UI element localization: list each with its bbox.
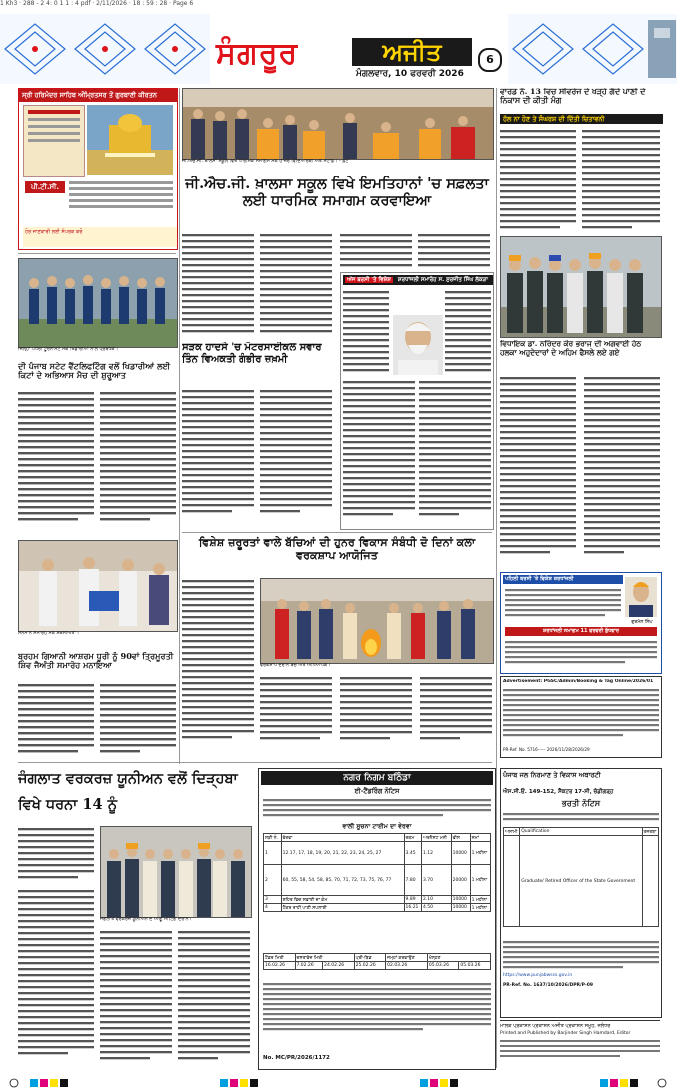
schedule-header-row: [264, 954, 491, 962]
table-row: [504, 836, 659, 927]
tribute-ad-title: ਪਹਿਲੀ ਬਰਸੀ 'ਤੇ ਵਿਸ਼ੇਸ਼ ਸ਼ਰਧਾਂਜਲੀ: [503, 575, 623, 584]
masthead-pattern-right: [508, 14, 677, 84]
publisher-punjabi: ਮਾਲਕ ਪ੍ਰਕਾਸ਼ਨ ਪ੍ਰਕਾਸ਼ਨ ਅਜੀਤ ਪ੍ਰਕਾਸ਼ਨ ਸਮੂਹ, ਜਲੰਧਰ: [500, 1023, 611, 1029]
school-event-photo: [182, 88, 494, 160]
schedule-date: 7.02.26: [295, 962, 323, 970]
newspaper-brand: ਅਜੀਤ: [352, 38, 472, 66]
recruitment-ref: PR-Ref. No. 1637/10/2026/DPR/P-09: [503, 983, 594, 988]
table-row: [264, 865, 491, 896]
cell: 7.80: [404, 865, 421, 896]
booking-notice-ad: [500, 676, 662, 758]
tribute-ad-event: ਸ਼ਰਧਾਂਜਲੀ ਸਮਾਗਮ 11 ਫਰਵਰੀ ਬੁੱਧਵਾਰ: [505, 627, 657, 636]
tribute-ad: [500, 572, 662, 674]
schedule-table: [263, 953, 491, 970]
obituary-tag: ਅੱਜ ਬਰਸੀ 'ਤੇ ਵਿਸ਼ੇਸ਼: [347, 277, 391, 283]
cell: 4: [264, 904, 282, 912]
column-rule: [496, 88, 497, 1068]
recruitment-header-row: [504, 828, 659, 836]
cell: ਸ਼ਹਿਰ ਵਿਚ ਸਫ਼ਾਈ ਦਾ ਕੰਮ: [281, 896, 404, 904]
table-row: [264, 896, 491, 904]
obituary-box: [340, 272, 494, 530]
cell: ਟੈਂਕਰ ਰਾਹੀਂ ਪਾਣੀ ਸਪਲਾਈ: [281, 904, 404, 912]
sewage-article-col1: [500, 128, 576, 232]
obituary-headline: ਸ਼ਰਧਾਂਜਲੀ ਸਮਾਰੋਹ ਸ. ਸੁਰਜੀਤ ਸਿੰਘ ਲੱਕੜਾ: [397, 277, 488, 283]
workshop-photo: [260, 578, 494, 664]
schedule-header: ਟੈਂਡਰ ਮਿਤੀ: [264, 954, 296, 962]
cell: 60, 55, 58, 54, 58, 85, 70, 71, 72, 73, 75, 76, 77: [281, 865, 404, 896]
cell: 10000: [451, 842, 470, 865]
ashram-article-body: [18, 682, 176, 758]
booking-notice-title: Advertisement: PGSC/Admin/Booking & Tag Online/2026/01: [503, 679, 654, 684]
schedule-dates-row: [264, 962, 491, 970]
tender-col-header: ਅਰਨੈਸਟ ਮਨੀ: [422, 834, 452, 842]
sewage-article-col2: [582, 128, 660, 232]
sports-photo: [18, 258, 178, 348]
masthead-title-group: [216, 36, 471, 84]
schedule-date: 16.02.26: [264, 962, 296, 970]
cell: 10000: [451, 904, 470, 912]
column-rule: [182, 532, 492, 533]
nagar-nigam-tender-ad: [258, 768, 496, 1070]
gurbani-ad-title: ਸ੍ਰੀ ਹਰਿਮੰਦਰ ਸਾਹਿਬ ਅੰਮ੍ਰਿਤਸਰ ਤੋਂ ਗੁਰਬਾਣੀ ਕੀਰਤਨ: [19, 89, 177, 102]
workshop-photo-caption: ਵਰਕਸ਼ਾਪ ਦੌਰਾਨ ਬੱਚੇ ਅਤੇ ਅਧਿਆਪਕ।: [260, 663, 331, 668]
cell: 1 ਮਹੀਨਾ: [470, 904, 490, 912]
tender-footer-number: No. MC/PR/2026/1172: [263, 1055, 330, 1061]
cell: [642, 836, 658, 927]
workshop-article-col1: [182, 578, 254, 744]
column-rule: [18, 253, 176, 254]
tribute-portrait: [625, 577, 657, 617]
masthead: [0, 14, 677, 84]
event-photo: [18, 540, 178, 632]
masthead-pattern-left: [0, 14, 210, 84]
forest-headline: ਜੰਗਲਾਤ ਵਰਕਰਜ਼ ਯੂਨੀਅਨ ਵਲੋਂ ਦਿੜ੍ਹਬਾ ਵਿਖੇ ਧਰਨਾ 14 ਨੂੰ: [18, 770, 238, 813]
schedule-date: 05.03.26: [459, 962, 491, 970]
gurbani-ad-text-panel: [23, 105, 85, 177]
cell: 20000: [451, 865, 470, 896]
column-rule: [179, 88, 180, 764]
cell: 1 ਮਹੀਨਾ: [470, 865, 490, 896]
schedule-header: ਜਮ੍ਹਾਂ ਕਰਵਾਉਣ: [386, 954, 428, 962]
schedule-header: ਪ੍ਰੀ-ਬਿਡ: [354, 954, 386, 962]
forest-article-rest: [100, 929, 250, 1069]
mla-meeting-photo: [500, 236, 662, 338]
mla-article-body: [500, 375, 660, 567]
table-row: [264, 904, 491, 912]
cell: 3.70: [422, 865, 452, 896]
tender-col-header: ਸਮਾਂ: [470, 834, 490, 842]
tender-table-header: [264, 834, 491, 842]
sports-article-body: [18, 390, 176, 532]
forest-article-col1: [18, 826, 94, 886]
gurbani-ad: [18, 88, 178, 250]
golden-temple-image: [87, 105, 173, 175]
workshop-headline: ਵਿਸ਼ੇਸ਼ ਜ਼ਰੂਰਤਾਂ ਵਾਲੇ ਬੱਚਿਆਂ ਦੀ ਹੁਨਰ ਵਿਕਾਸ ਸੰਬੰਧੀ ਦੋ ਦਿਨਾਂ ਕਲਾ ਵਰਕਸ਼ਾਪ ਆਯੋਜਿਤ: [198, 536, 476, 562]
printer-crop-info: 1 Kh3 · 288 - 2 4: 0 1 1 : 4 pdf · 2/11/2026 · 18 : 59 : 28 · Page 6: [0, 0, 677, 15]
publisher-english: Printed and Published by Barjinder Singh Hamdard, Editor: [500, 1031, 631, 1036]
sports-headline: ਦੀ ਪੰਜਾਬ ਸਟੇਟ ਵੈਂਟਲਿਫਟਿੰਗ ਵਲੋਂ ਖਿਡਾਰੀਆਂ ਲਈ ਕਿਟਾਂ ਦੇ ਅਭਿਆਸ ਮੈਚ ਦੀ ਸ਼ੁਰੂਆਤ: [18, 362, 171, 381]
sports-photo-caption: ਜ਼ਿਲ੍ਹਾ ਪੱਧਰੀ ਟੂਰਨਾਮੈਂਟ ਮੌਕੇ ਖਿਡਾਰੀਆਂ ਨਾਲ ਪ੍ਰਬੰਧਕ।: [18, 347, 118, 352]
forest-union-photo: [100, 826, 252, 918]
nagar-nigam-title: ਨਗਰ ਨਿਗਮ ਬਠਿੰਡਾ: [261, 771, 493, 785]
page-number: 6: [478, 48, 502, 72]
tender-col-header: ਵੇਰਵਾ: [281, 834, 404, 842]
forest-article-col1b: [18, 888, 94, 1068]
schedule-date: 25.02.26: [354, 962, 386, 970]
recruitment-authority: ਪੰਜਾਬ ਜਲ ਨਿਰਮਾਣ ਤੇ ਵਿਕਾਸ ਅਥਾਰਟੀ: [503, 771, 601, 779]
sewage-headline: ਵਾਰਡ ਨੰ. 13 ਵਿਚ ਸੀਵਰੇਜ ਦੇ ਖੜ੍ਹੇ ਗੰਦੇ ਪਾਣੀ ਦੇ ਨਿਕਾਸ ਦੀ ਕੀਤੀ ਮੰਗ: [500, 88, 646, 105]
column-rule: [18, 762, 492, 763]
cell: 12.17, 17, 18, 19, 20, 21, 22, 23, 24, 25, 27: [281, 842, 404, 865]
gurbani-ad-footer: ਹੋਰ ਜਾਣਕਾਰੀ ਲਈ ਸੰਪਰਕ ਕਰੋ: [23, 227, 177, 247]
cell: [504, 836, 520, 927]
recruitment-col: Qualification: [520, 828, 642, 836]
recruitment-col: ਅਸਾਮੀ: [504, 828, 520, 836]
booking-notice-ref: PR-Ref. No. 5716----- 2026/11/28/2026/29: [503, 747, 590, 752]
cell: 1: [264, 842, 282, 865]
ashram-headline: ਬ੍ਰਹਮ ਗਿਆਨੀ ਆਸ਼ਰਮ ਧੂਰੀ ਨੂੰ 90ਵਾਂ ਤ੍ਰਿਮੂਰਤੀ ਸ਼ਿਵ ਜੈਅੰਤੀ ਸਮਾਰੋਹ ਮਨਾਇਆ: [18, 652, 174, 671]
accident-article-body: [182, 388, 334, 528]
issue-date: ਮੰਗਲਵਾਰ, 10 ਫਰਵਰੀ 2026: [356, 69, 464, 79]
cell: 1 ਮਹੀਨਾ: [470, 896, 490, 904]
schedule-date: 02.03.26: [386, 962, 428, 970]
city-title: ਸੰਗਰੂਰ: [216, 36, 299, 71]
gurbani-ad-channel: ਪੀ.ਟੀ.ਸੀ.: [25, 181, 65, 193]
forest-photo-caption: ਜੰਗਲਾਤ ਵਰਕਰਜ਼ ਯੂਨੀਅਨ ਦੇ ਆਗੂ ਮੀਟਿੰਗ ਦੌਰਾਨ।: [100, 917, 192, 922]
cell: 9.89: [404, 896, 421, 904]
tender-col-header: ਫੀਸ: [451, 834, 470, 842]
tribute-name: ਗੁਰਮੇਲ ਸਿੰਘ: [631, 620, 653, 625]
cell: 1.12: [422, 842, 452, 865]
recruitment-address: ਐਸ.ਸੀ.ਓ. 149-152, ਸੈਕਟਰ 17-ਸੀ, ਚੰਡੀਗੜ੍ਹ: [503, 789, 614, 795]
cell: 1 ਮਹੀਨਾ: [470, 842, 490, 865]
recruitment-table: [503, 827, 659, 927]
mla-headline: ਵਿਧਾਇਕ ਡਾ. ਨਰਿੰਦਰ ਕੌਰ ਭਰਾਜ ਦੀ ਅਗਵਾਈ ਹੇਠ ਹਲਕਾ ਅਹੁਦੇਦਾਰਾਂ ਦੇ ਅਹਿਮ ਫੈਸਲੇ ਲਏ ਗਏ: [500, 340, 642, 357]
sewage-subheadline: ਹੱਲ ਨਾ ਹੋਣ ਤੇ ਸੰਘਰਸ਼ ਦੀ ਦਿੱਤੀ ਚਿਤਾਵਨੀ: [500, 114, 663, 124]
cell: 2: [264, 865, 282, 896]
tender-table: [263, 833, 491, 912]
recruitment-notice: ਭਰਤੀ ਨੋਟਿਸ: [561, 799, 601, 808]
recruitment-col: ਤਜਰਬਾ: [642, 828, 658, 836]
schedule-date: 05.03.26: [427, 962, 459, 970]
table-row: [264, 842, 491, 865]
schedule-header: ਦਸਤਾਵੇਜ਼ ਮਿਤੀ: [295, 954, 354, 962]
schedule-date: 24.02.26: [323, 962, 355, 970]
tender-notice-title: ਈ-ਟੈਂਡਰਿੰਗ ਨੋਟਿਸ: [354, 787, 400, 795]
recruitment-ad: [500, 768, 662, 1018]
obituary-header: [343, 275, 493, 285]
cell: 16.21: [404, 904, 421, 912]
accident-headline: ਸੜਕ ਹਾਦਸੇ 'ਚ ਮੋਟਰਸਾਈਕਲ ਸਵਾਰ ਤਿੰਨ ਵਿਅਕਤੀ ਗੰਭੀਰ ਜ਼ਖ਼ਮੀ: [182, 342, 322, 365]
tender-notice-subtitle: ਵਾਲੀ ਸੂਚਨਾ ਟਾਈਮ ਦਾ ਵੇਰਵਾ: [342, 823, 412, 830]
school-photo-caption: ਜੀ.ਐਚ.ਜੀ. ਖ਼ਾਲਸਾ ਸਕੂਲ ਵਿਖੇ ਧਾਰਮਿਕ ਸਮਾਗਮ ਮੌਕੇ ਹਾਜ਼ਰ ਵਿਦਿਆਰਥੀ ਅਤੇ ਸਟਾਫ਼। - ਫ਼ੋਟੋ: [182, 159, 349, 164]
event-photo-caption: ਸਨਮਾਨ ਸਮਾਰੋਹ ਮੌਕੇ ਸ਼ਖ਼ਸੀਅਤਾਂ।: [18, 631, 80, 636]
main-headline: ਜੀ.ਐਚ.ਜੀ. ਖ਼ਾਲਸਾ ਸਕੂਲ ਵਿਖੇ ਇਮਤਿਹਾਨਾਂ 'ਚ ਸਫ਼ਲਤਾ ਲਈ ਧਾਰਮਿਕ ਸਮਾਗਮ ਕਰਵਾਇਆ: [185, 176, 489, 209]
cell: 3.45: [404, 842, 421, 865]
recruitment-website[interactable]: https://www.punjabwsss.gov.in: [503, 973, 573, 978]
tender-col-header: ਲੜੀ ਨੰ.: [264, 834, 282, 842]
qualification-cell: Graduate/ Retired Officer of the State Government: [520, 836, 642, 927]
cell: 3: [264, 896, 282, 904]
cell: 4.50: [422, 904, 452, 912]
schedule-header: ਖੋਲ੍ਹਣ: [427, 954, 490, 962]
tender-col-header: ਰਕਮ: [404, 834, 421, 842]
workshop-article-rest: [260, 675, 492, 745]
cell: 2.10: [422, 896, 452, 904]
publisher-imprint: [500, 1020, 660, 1069]
cell: 10000: [451, 896, 470, 904]
print-color-marks: [0, 1077, 677, 1089]
